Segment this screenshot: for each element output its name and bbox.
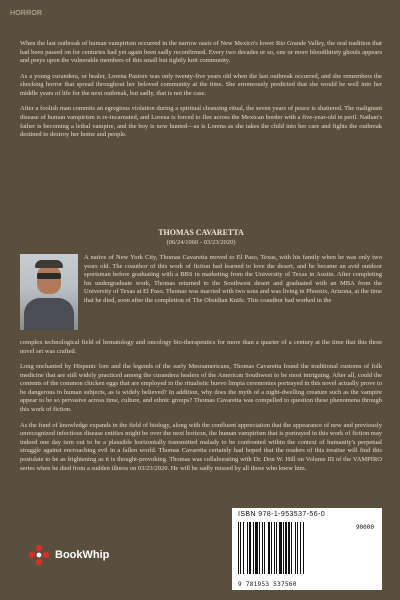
author-heading <box>20 228 382 246</box>
barcode-bar <box>285 522 287 574</box>
author-name: THOMAS CAVARETTA <box>158 228 244 237</box>
barcode-bar <box>295 522 296 574</box>
author-dates: (06/24/1960 - 03/23/2020) <box>166 239 236 246</box>
price-code: 90000 <box>355 524 374 531</box>
author-bio-continued: complex technological field of hematology and oncology bio-therapeutics for more than a quarter of a century at the time that this three novel set was crafted. <box>20 339 382 355</box>
barcode-bar <box>268 522 270 574</box>
barcode-bar <box>276 522 277 574</box>
author-bio-wrapped: A native of New York City, Thomas Cavaretta moved to El Paso, Texas, with his family when he was only two years old. The coauthor of this work of fiction had learned to love the desert, and he became an avid outdoor sportsman before graduating with a BBS in marketing from the University of Texas in Austin. After completing his undergraduate work, Thomas returned to the Southwest desert and graduated with an MBA from the University of Texas at El Paso. Thomas was married with two sons and was living in Phoenix, Arizona, at the time that he died, soon after the completion of The Obsidian Knife. This coauthor had worked in the <box>84 254 382 304</box>
barcode-bar <box>283 522 284 574</box>
blurb-paragraph-1: When the last outbreak of human vampirism occurred in the narrow oasis of New Mexico's lower Rio Grande Valley, the oral tradition that had been passed on for centuries had yet again been sadly reconfirmed. Every two decades or so, one or more bloodthirsty ghouls appears and preys upon the vulnerable members of this small but tightly knit community. <box>20 40 382 65</box>
barcode-bar <box>255 522 258 574</box>
barcode-bar <box>297 522 298 574</box>
isbn-barcode <box>232 508 382 590</box>
author-photo-shirt <box>24 298 74 330</box>
blurb-paragraph-3: After a foolish man commits an egregious violation during a spiritual cleansing ritual, the seven years of peace is shattered. The malignant disease of human vampirism is re-incarnated, and Lorena is forced to flee across the Mexican border with a five-year-old in peril. Nathan's father is becoming a lethal vampire, and the boy is now hunted—as is Lorena as she takes the child into her care and fights the outbreak destined to destroy her home and people. <box>20 105 382 139</box>
barcode-bars <box>236 522 340 578</box>
barcode-bar <box>279 522 282 574</box>
author-photo <box>20 254 78 330</box>
barcode-bar <box>300 522 301 574</box>
publisher-logo <box>28 543 109 567</box>
barcode-bar <box>247 522 248 574</box>
barcode-bar <box>249 522 251 574</box>
barcode-bar <box>240 522 241 574</box>
barcode-bar <box>271 522 272 574</box>
author-bio <box>20 339 382 480</box>
author-bio-paragraph-3: As the fund of knowledge expands in the field of biology, along with the confluent appreciation that the appearance of new and previously unrecognized infectious disease entities might be over the next horizon, the human vampirism that is portrayed in this work of fiction may indeed one day turn out to be a plausible horizontally transmitted malady to be confronted within the context of humanity's perpetual struggle against encroaching evil in a fallen world. Thomas Cavaretta certainly had hoped that the readers of this treatise will find this postulate to be as frightening as it is thought-provoking. Thomas was collaborating with Dr. Don W. Hill on Volume III of the VAMPIRO series when he died from a sudden illness on 03/23/2020. He will be sadly missed by all those who knew him. <box>20 421 382 472</box>
ean-digits: 9 781953 537560 <box>238 581 297 588</box>
author-photo-cap <box>35 260 63 268</box>
barcode-bar <box>262 522 263 574</box>
barcode-bar <box>259 522 260 574</box>
isbn-label: ISBN 978-1-953537-56-0 <box>238 511 326 518</box>
back-cover-blurb <box>20 40 382 147</box>
bookwhip-logo-icon <box>28 544 50 566</box>
author-bio-paragraph-2: Long enchanted by Hispanic lore and the legends of the early Mesoamericans, Thomas Cavaretta found the traditional customs of folk medicine that are still widely practiced among the curandera healers of the American Southwest to be most intriguing. After all, could the contents of the common chicken eggs that are employed in the ritualistic huevo limpia ceremonies portrayed in this novel actually prove to be dangerous to human subjects, as is widely believed? In addition, why does the myth of a night-dwelling creature such as the vampire appear to be so pervasive across time, culture, and ethnic groups? Thomas Cavaretta was compelled to question these phenomena through this work of fiction. <box>20 363 382 414</box>
barcode-bar <box>264 522 265 574</box>
genre-label: HORROR <box>10 10 43 17</box>
barcode-bar <box>288 522 290 574</box>
author-photo-sunglasses <box>37 273 61 279</box>
publisher-name: BookWhip <box>55 549 110 561</box>
barcode-bar <box>243 522 244 574</box>
barcode-bar <box>253 522 254 574</box>
blurb-paragraph-2: As a young curandera, or healer, Lorena Pastore was only twenty-five years old when the last outbreak occurred, and she remembers the shocking horror that spread throughout her beloved community at the time. She erroneously predicted that she would be well into her middle years of life for the next outbreak, but sadly, that is not the case. <box>20 72 382 97</box>
barcode-bar <box>238 522 239 574</box>
author-photo-face <box>37 264 61 294</box>
barcode-bar <box>303 522 304 574</box>
barcode-bar <box>291 522 292 574</box>
barcode-bar <box>274 522 275 574</box>
